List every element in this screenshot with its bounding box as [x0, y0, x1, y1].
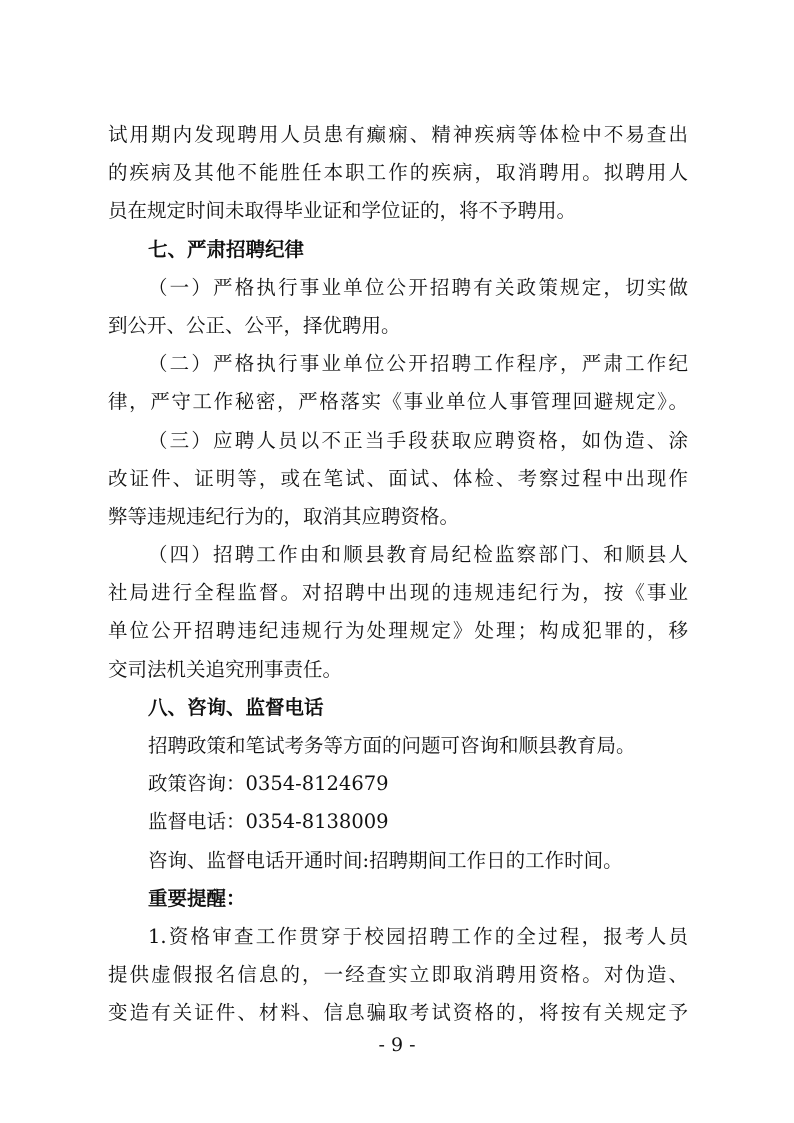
page-number: - 9 - — [378, 1034, 416, 1056]
text-line: 社局进行全程监督。对招聘中出现的违规违纪行为，按《事业 — [108, 581, 688, 605]
text-line: 变造有关证件、材料、信息骗取考试资格的，将按有关规定予 — [108, 1001, 688, 1025]
text-line: （四）招聘工作由和顺县教育局纪检监察部门、和顺县人 — [148, 543, 688, 567]
text-line: 试用期内发现聘用人员患有癫痫、精神疾病等体检中不易查出 — [108, 123, 688, 146]
text-line: 改证件、证明等，或在笔试、面试、体检、考察过程中出现作 — [108, 466, 688, 490]
text-line: 1.资格审查工作贯穿于校园招聘工作的全过程，报考人员 — [148, 924, 688, 948]
text-line: 提供虚假报名信息的，一经查实立即取消聘用资格。对伪造、 — [108, 963, 688, 987]
text-line: 的疾病及其他不能胜任本职工作的疾病，取消聘用。拟聘用人 — [108, 161, 688, 185]
text-line: （一）严格执行事业单位公开招聘有关政策规定，切实做 — [148, 275, 688, 299]
text-line: 单位公开招聘违纪违规行为处理规定》处理；构成犯罪的，移 — [108, 619, 688, 643]
text-line: 交司法机关追究刑事责任。 — [108, 657, 343, 681]
text-line: 弊等违规违纪行为的，取消其应聘资格。 — [108, 504, 460, 528]
text-line: （二）严格执行事业单位公开招聘工作程序，严肃工作纪 — [148, 352, 688, 376]
document-body — [108, 116, 688, 1033]
text-line: 政策咨询：0354-8124679 — [148, 772, 389, 796]
text-line: 律，严守工作秘密，严格落实《事业单位人事管理回避规定》。 — [108, 390, 688, 414]
section-heading: 七、严肃招聘纪律 — [148, 237, 305, 261]
text-line: （三）应聘人员以不正当手段获取应聘资格，如伪造、涂 — [148, 428, 688, 452]
section-heading: 八、咨询、监督电话 — [148, 695, 324, 719]
text-line: 到公开、公正、公平，择优聘用。 — [108, 313, 401, 337]
text-line: 招聘政策和笔试考务等方面的问题可咨询和顺县教育局。 — [148, 734, 636, 757]
reminder-heading: 重要提醒： — [148, 886, 246, 910]
text-line: 监督电话：0354-8138009 — [148, 810, 389, 834]
text-line: 员在规定时间未取得毕业证和学位证的，将不予聘用。 — [108, 199, 577, 223]
text-line: 咨询、监督电话开通时间:招聘期间工作日的工作时间。 — [148, 848, 623, 872]
